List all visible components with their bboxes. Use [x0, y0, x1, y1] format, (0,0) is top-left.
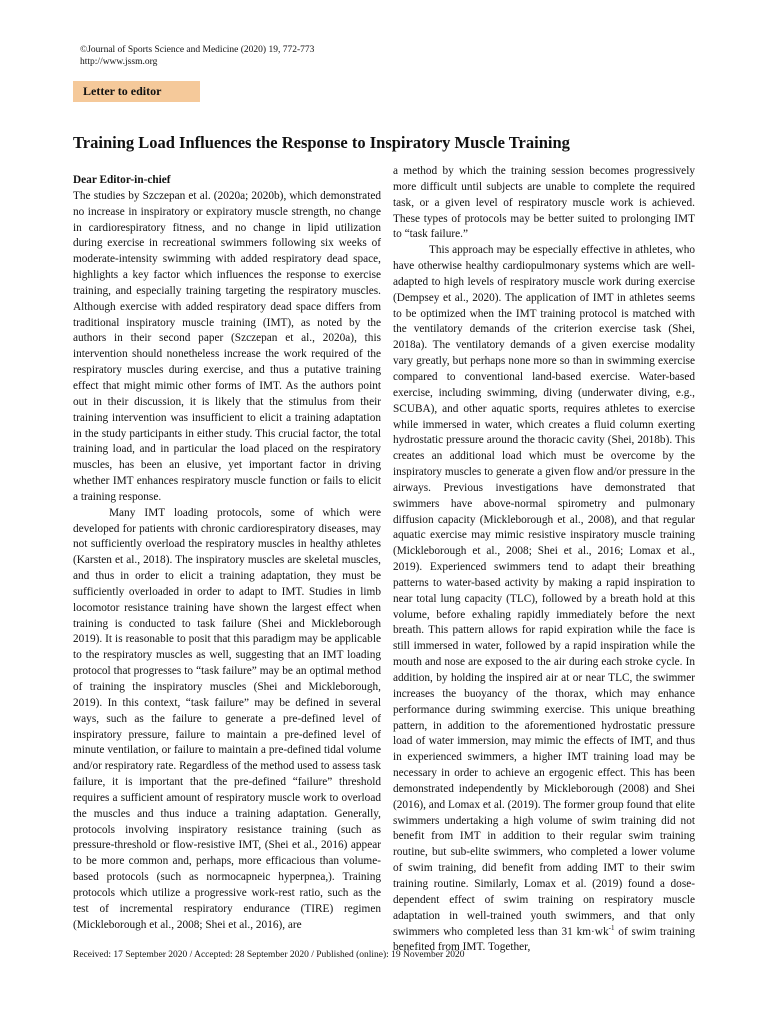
body-text-tail: of swim training benefited from IMT. Together, [393, 925, 695, 954]
salutation: Dear Editor-in-chief [73, 174, 171, 186]
body-paragraph: Many IMT loading protocols, some of which were developed for patients with chronic cardiorespiratory diseases, may not sufficiently overload the respiratory muscles in healthy athletes (Karsten et al., 2018). The inspiratory muscles are skeletal muscles, and thus in order to elicit a training adaptation, they must be sufficiently overloaded in order to adapt to IMT. Studies in limb locomotor resistance training have shown the largest effect when training is conducted to task failure (Shei and Mickleborough 2019). It is reasonable to posit that this paradigm may be applicable to the respiratory muscles as well, suggesting that an IMT loading protocol that progresses to “task failure” may be an optimal method of training the inspiratory muscles (Shei and Mickleborough, 2019). In this context, “task failure” may be defined in several ways, such as the failure to generate a pre-defined level of inspiratory pressure, failure to maintain a pre-defined level of minute ventilation, or failure to maintain a pre-defined tidal volume and/or respiratory rate. Regardless of the method used to assess task failure, it is important that the pre-defined “failure” threshold requires a sufficient amount of respiratory muscle work to overload the muscles and thus induce a training adaptation. Generally, protocols involving inspiratory resistance training (such as pressure-threshold or flow-resistive IMT, (Shei et al., 2016) appear to be more common and, perhaps, more efficacious than volume-based protocols (such as normocapneic hyperpnea,). Training protocols which utilize a progressive work-rest ratio, such as the test of incremental respiratory endurance (TIRE) regimen (Mickleborough et al., 2008; Shei et al., 2016), are [73, 506, 381, 931]
body-paragraph: The studies by Szczepan et al. (2020a; 2020b), which demonstrated no increase in inspiratory or expiratory muscle strength, no change in cardiorespiratory fitness, and no change in lipid utilization during exercise in recreational swimmers following six weeks of moderate-intensity swimming with added respiratory dead space, highlights a key factor which influences the response to exercise training, and especially training targeting the respiratory muscles. Although exercise with added respiratory dead space differs from traditional inspiratory muscle training (IMT), as noted by the authors in their second paper (Szczepan et al., 2020a), this intervention should nonetheless increase the work required of the respiratory muscles during exercise, and thus a putative training effect that might mimic other forms of IMT. As the authors point out in their discussion, it is likely that the stimulus from their training intervention was insufficient to elicit a training adaptation in the study participants in either study. This crucial factor, the total training load, and in particular the load placed on the respiratory muscles, has been an elusive, yet important factor in driving whether IMT enhances respiratory muscle function or fails to elicit a training response. [73, 189, 381, 503]
unit-text: km·wk [576, 925, 609, 938]
article-title: Training Load Influences the Response to Inspiratory Muscle Training [73, 133, 570, 152]
right-column [393, 164, 695, 956]
unit-exponent: -1 [608, 923, 615, 932]
body-paragraph [393, 243, 695, 956]
journal-citation: ©Journal of Sports Science and Medicine (2020) 19, 772-773 [80, 45, 315, 55]
body-paragraph: a method by which the training session becomes progressively more difficult until subjects are unable to complete the required task, or a given level of respiratory muscle work is achieved. These types of protocols may be better suited to prolonging IMT to “task failure.” [393, 165, 695, 241]
journal-url[interactable]: http://www.jssm.org [80, 57, 158, 67]
article-type-label: Letter to editor [73, 81, 200, 102]
left-column [73, 173, 381, 934]
publication-dates: Received: 17 September 2020 / Accepted: 28 September 2020 / Published (online): 19 November 2020 [73, 950, 465, 960]
body-text: This approach may be especially effective in athletes, who have otherwise healthy cardiopulmonary systems which are well-adapted to high levels of respiratory muscle work during exercise (Dempsey et al., 2020). The application of IMT in athletes seems to be optimized when the IMT training protocol is matched with the ventilatory demands of the criterion exercise task (Shei, 2018a). The ventilatory demands of a given exercise modality vary greatly, but perhaps none more so than in swimming exercise compared to conventional land-based exercise. Water-based exercise, including swimming, diving (underwater diving, e.g., SCUBA), and other aquatic sports, requires athletes to exercise while immersed in water, which creates a fluid column exerting hydrostatic pressure around the thoracic cavity (Shei, 2018b). This creates an additional load which must be overcome by the inspiratory muscles to generate a given flow and/or pressure in the airways. Previous investigations have demonstrated that swimmers have above-normal spirometry and pulmonary diffusion capacity (Mickleborough et al., 2008), and that regular aquatic exercise may mimic resistive inspiratory muscle training (Mickleborough et al., 2008; Shei et al., 2016; Lomax et al., 2019). Experienced swimmers tend to adapt their breathing patterns to water-based activity by making a rapid inspiration to near total lung capacity (TLC), followed by a breath hold at this volume, before exhaling rapidly immediately before the next breath. This pattern allows for rapid expiration while the face is still immersed in water, followed by a rapid inspiration while the mouth and nose are exposed to the air during each stroke cycle. In addition, by holding the inspired air at or near TLC, the swimmer increases the buoyancy of the thorax, which may enhance performance during swimming exercise. This unique breathing pattern, in addition to the aforementioned hydrostatic pressure load of water immersion, may mimic the effects of IMT, and thus in experienced swimmers, a higher IMT training load may be necessary in order to achieve an ergogenic effect. This has been demonstrated independently by Mickleborough (2008) and Shei (2016), and Lomax et al. (2019). The former group found that elite swimmers undertaking a high volume of swim training did not benefit from IMT in addition to their regular swim training routine, but sub-elite swimmers, who completed a lower volume of swim training, did benefit from adding IMT to their swim training routine. Similarly, Lomax et al. (2019) found a dose-dependent effect of swim training on respiratory muscle adaptation in well-trained youth swimmers, and that only swimmers who completed less than 31 [393, 244, 695, 938]
journal-header [80, 44, 314, 68]
